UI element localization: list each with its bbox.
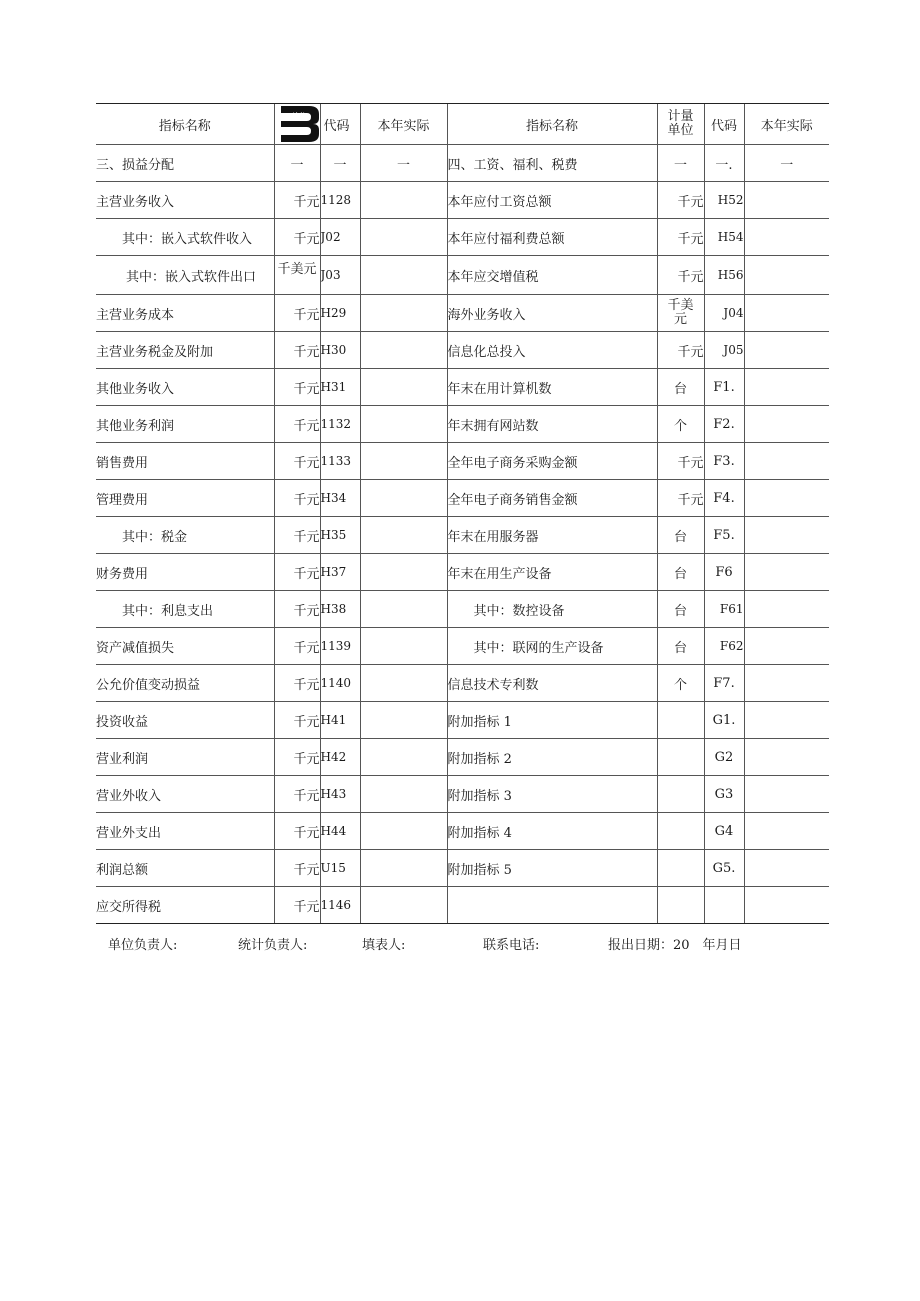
- header-unit-right: [657, 104, 704, 145]
- footer-report-date: 报出日期：20 年月日: [608, 938, 742, 953]
- row-code-right: F6: [704, 554, 744, 591]
- table-row: [96, 443, 829, 480]
- row-name-left: 资产减值损失: [96, 628, 274, 665]
- row-code-right: F1.: [704, 369, 744, 406]
- row-actual-right[interactable]: [744, 628, 829, 665]
- row-name-right: 其中：联网的生产设备: [447, 628, 657, 665]
- row-actual-left[interactable]: [360, 517, 447, 554]
- row-name-right: 年末在用生产设备: [447, 554, 657, 591]
- row-unit-left: 千元: [274, 517, 320, 554]
- row-unit-right: 千元: [657, 332, 704, 369]
- header-code-left: 代码: [320, 104, 360, 145]
- row-actual-left[interactable]: [360, 443, 447, 480]
- table-row: [96, 739, 829, 776]
- table-row: [96, 219, 829, 256]
- row-actual-right[interactable]: [744, 369, 829, 406]
- row-unit-right: [657, 776, 704, 813]
- row-unit-left: 千元: [274, 295, 320, 332]
- row-code-left: J03: [320, 256, 360, 295]
- row-name-left: 其中：嵌入式软件出口: [96, 256, 274, 295]
- row-code-left: H43: [320, 776, 360, 813]
- row-actual-right[interactable]: [744, 295, 829, 332]
- row-actual-left[interactable]: [360, 591, 447, 628]
- footer-filler: 填表人:: [362, 938, 406, 953]
- row-actual-left[interactable]: [360, 887, 447, 924]
- row-actual-right[interactable]: [744, 776, 829, 813]
- table-row: [96, 776, 829, 813]
- row-actual-left[interactable]: [360, 480, 447, 517]
- row-code-left: H35: [320, 517, 360, 554]
- row-unit-left: 一: [274, 145, 320, 182]
- row-actual-left[interactable]: [360, 332, 447, 369]
- row-name-right: 信息化总投入: [447, 332, 657, 369]
- table-row: [96, 480, 829, 517]
- row-unit-left: 千元: [274, 887, 320, 924]
- row-name-left: 管理费用: [96, 480, 274, 517]
- row-unit-right: 千元: [657, 182, 704, 219]
- row-unit-left: 千元: [274, 850, 320, 887]
- row-name-right: 海外业务收入: [447, 295, 657, 332]
- row-name-left: 销售费用: [96, 443, 274, 480]
- row-unit-right: 台: [657, 517, 704, 554]
- unit-logo-icon: [279, 104, 319, 144]
- table-row: [96, 332, 829, 369]
- row-code-right: F61: [704, 591, 744, 628]
- row-actual-left[interactable]: [360, 369, 447, 406]
- header-actual-right: 本年实际: [744, 104, 829, 145]
- row-name-right: 年末在用计算机数: [447, 369, 657, 406]
- row-unit-right: [657, 295, 704, 332]
- row-name-right: 年末在用服务器: [447, 517, 657, 554]
- row-actual-left[interactable]: 一: [360, 145, 447, 182]
- row-name-right: 本年应交增值税: [447, 256, 657, 295]
- table-row: [96, 295, 829, 332]
- row-name-left: 其中：税金: [96, 517, 274, 554]
- table-row: [96, 554, 829, 591]
- row-name-left: 其中：利息支出: [96, 591, 274, 628]
- row-name-right: 附加指标 3: [447, 776, 657, 813]
- row-actual-right[interactable]: [744, 850, 829, 887]
- row-name-right: 附加指标 4: [447, 813, 657, 850]
- row-name-left: 营业利润: [96, 739, 274, 776]
- row-unit-right: [657, 887, 704, 924]
- row-code-left: 1128: [320, 182, 360, 219]
- row-code-right: F2.: [704, 406, 744, 443]
- row-code-right: G1.: [704, 702, 744, 739]
- row-name-left: 财务费用: [96, 554, 274, 591]
- row-actual-left[interactable]: [360, 702, 447, 739]
- row-actual-left[interactable]: [360, 628, 447, 665]
- row-unit-right: [657, 850, 704, 887]
- row-actual-left[interactable]: [360, 554, 447, 591]
- row-code-right: F5.: [704, 517, 744, 554]
- report-table: [96, 103, 829, 924]
- row-name-right: 四、工资、福利、税费: [447, 145, 657, 182]
- row-unit-right: [657, 739, 704, 776]
- header-code-right: 代码: [704, 104, 744, 145]
- table-row: [96, 850, 829, 887]
- row-name-left: 应交所得税: [96, 887, 274, 924]
- table-row: [96, 145, 829, 182]
- row-unit-left: 千元: [274, 813, 320, 850]
- row-actual-left[interactable]: [360, 182, 447, 219]
- table-row: [96, 369, 829, 406]
- row-unit-right: 千元: [657, 219, 704, 256]
- row-actual-left[interactable]: [360, 665, 447, 702]
- row-unit-right: 千元: [657, 480, 704, 517]
- row-actual-left[interactable]: [360, 295, 447, 332]
- row-actual-right[interactable]: [744, 887, 829, 924]
- row-code-left: J02: [320, 219, 360, 256]
- row-code-left: H38: [320, 591, 360, 628]
- row-code-right: F62: [704, 628, 744, 665]
- row-name-left: 主营业务收入: [96, 182, 274, 219]
- row-code-left: U15: [320, 850, 360, 887]
- row-name-right: 全年电子商务采购金额: [447, 443, 657, 480]
- row-unit-right: 个: [657, 406, 704, 443]
- row-unit-right: 台: [657, 591, 704, 628]
- footer-stat-head: 统计负责人:: [238, 938, 308, 953]
- row-name-right: 年末拥有网站数: [447, 406, 657, 443]
- row-unit-right: 千元: [657, 443, 704, 480]
- row-unit-left: 千元: [274, 219, 320, 256]
- row-name-right: 本年应付福利费总额: [447, 219, 657, 256]
- row-unit-left: 千元: [274, 480, 320, 517]
- row-unit-left: 千元: [274, 665, 320, 702]
- unit-logo-text: 单位: [290, 112, 307, 121]
- row-actual-left[interactable]: [360, 219, 447, 256]
- row-unit-right: 台: [657, 554, 704, 591]
- row-unit-right-text: 千美元: [667, 298, 694, 327]
- table-row: [96, 182, 829, 219]
- row-code-right: J05: [704, 332, 744, 369]
- row-unit-left: 千元: [274, 554, 320, 591]
- row-unit-right: 台: [657, 369, 704, 406]
- table-row: [96, 702, 829, 739]
- row-unit-right: [657, 813, 704, 850]
- row-actual-right[interactable]: [744, 256, 829, 295]
- row-actual-right[interactable]: [744, 182, 829, 219]
- row-code-right: F4.: [704, 480, 744, 517]
- row-code-left: 一: [320, 145, 360, 182]
- row-actual-right[interactable]: [744, 219, 829, 256]
- row-name-left: 公允价值变动损益: [96, 665, 274, 702]
- row-name-left: 其中：嵌入式软件收入: [96, 219, 274, 256]
- table-header-row: [96, 104, 829, 145]
- row-unit-right: 个: [657, 665, 704, 702]
- row-code-left: H44: [320, 813, 360, 850]
- table-row: [96, 813, 829, 850]
- row-code-left: H41: [320, 702, 360, 739]
- row-name-left: 其他业务利润: [96, 406, 274, 443]
- table-row: [96, 887, 829, 924]
- row-actual-right[interactable]: [744, 739, 829, 776]
- row-code-left: 1140: [320, 665, 360, 702]
- row-name-left: 三、损益分配: [96, 145, 274, 182]
- row-code-left: H37: [320, 554, 360, 591]
- header-name-left: 指标名称: [96, 104, 274, 145]
- row-unit-left: 千美元: [274, 256, 320, 295]
- row-code-left: H31: [320, 369, 360, 406]
- row-actual-right[interactable]: [744, 332, 829, 369]
- row-name-right: 附加指标 5: [447, 850, 657, 887]
- row-unit-right: 千元: [657, 256, 704, 295]
- row-code-right: F3.: [704, 443, 744, 480]
- row-name-left: 主营业务成本: [96, 295, 274, 332]
- row-unit-right: 台: [657, 628, 704, 665]
- row-actual-right[interactable]: [744, 517, 829, 554]
- table-row: [96, 628, 829, 665]
- row-code-right: G3: [704, 776, 744, 813]
- row-code-left: H30: [320, 332, 360, 369]
- row-code-left: H34: [320, 480, 360, 517]
- row-actual-right[interactable]: [744, 813, 829, 850]
- row-name-right: [447, 887, 657, 924]
- row-name-left: 营业外支出: [96, 813, 274, 850]
- row-code-left: 1139: [320, 628, 360, 665]
- row-unit-left: 千元: [274, 591, 320, 628]
- row-code-left: 1132: [320, 406, 360, 443]
- row-name-left: 营业外收入: [96, 776, 274, 813]
- row-actual-left[interactable]: [360, 850, 447, 887]
- row-actual-left[interactable]: [360, 406, 447, 443]
- row-name-left: 利润总额: [96, 850, 274, 887]
- row-name-right: 其中：数控设备: [447, 591, 657, 628]
- footer-unit-head: 单位负责人:: [108, 938, 178, 953]
- row-unit-left: 千元: [274, 739, 320, 776]
- row-code-right: 一.: [704, 145, 744, 182]
- row-unit-left: 千元: [274, 332, 320, 369]
- header-actual-left: 本年实际: [360, 104, 447, 145]
- row-unit-left: 千元: [274, 443, 320, 480]
- row-name-left: 其他业务收入: [96, 369, 274, 406]
- row-code-left: H42: [320, 739, 360, 776]
- row-name-right: 本年应付工资总额: [447, 182, 657, 219]
- row-unit-left: 千元: [274, 369, 320, 406]
- row-code-right: G4: [704, 813, 744, 850]
- row-code-right: H56: [704, 256, 744, 295]
- row-actual-right[interactable]: [744, 480, 829, 517]
- row-name-right: 全年电子商务销售金额: [447, 480, 657, 517]
- table-row: [96, 665, 829, 702]
- row-actual-right[interactable]: [744, 591, 829, 628]
- row-unit-left: 千元: [274, 776, 320, 813]
- row-unit-right: [657, 702, 704, 739]
- row-code-left: 1146: [320, 887, 360, 924]
- footer-phone: 联系电话:: [483, 938, 540, 953]
- row-name-right: 信息技术专利数: [447, 665, 657, 702]
- row-actual-left[interactable]: [360, 813, 447, 850]
- row-actual-right[interactable]: [744, 702, 829, 739]
- row-unit-left: 千元: [274, 628, 320, 665]
- row-unit-left: 千元: [274, 182, 320, 219]
- row-name-right: 附加指标 1: [447, 702, 657, 739]
- header-name-right: 指标名称: [447, 104, 657, 145]
- row-code-left: H29: [320, 295, 360, 332]
- row-code-right: H52: [704, 182, 744, 219]
- row-actual-left[interactable]: [360, 256, 447, 295]
- row-code-right: G2: [704, 739, 744, 776]
- row-code-right: G5.: [704, 850, 744, 887]
- row-actual-right[interactable]: [744, 443, 829, 480]
- row-unit-left: 千元: [274, 702, 320, 739]
- row-name-left: 主营业务税金及附加: [96, 332, 274, 369]
- row-actual-left[interactable]: [360, 739, 447, 776]
- row-actual-right[interactable]: 一: [744, 145, 829, 182]
- row-code-right: F7.: [704, 665, 744, 702]
- table-row: [96, 591, 829, 628]
- row-code-left: 1133: [320, 443, 360, 480]
- row-actual-right[interactable]: [744, 665, 829, 702]
- header-unit-left: [274, 104, 320, 145]
- row-unit-left: 千元: [274, 406, 320, 443]
- row-actual-right[interactable]: [744, 554, 829, 591]
- row-actual-right[interactable]: [744, 406, 829, 443]
- row-code-right: H54: [704, 219, 744, 256]
- table-row: [96, 517, 829, 554]
- row-code-right: [704, 887, 744, 924]
- table-row: [96, 406, 829, 443]
- header-unit-right-label: 计量单位: [667, 109, 694, 138]
- row-actual-left[interactable]: [360, 776, 447, 813]
- table-row: [96, 256, 829, 295]
- row-name-right: 附加指标 2: [447, 739, 657, 776]
- row-code-right: J04: [704, 295, 744, 332]
- row-unit-right: 一: [657, 145, 704, 182]
- row-name-left: 投资收益: [96, 702, 274, 739]
